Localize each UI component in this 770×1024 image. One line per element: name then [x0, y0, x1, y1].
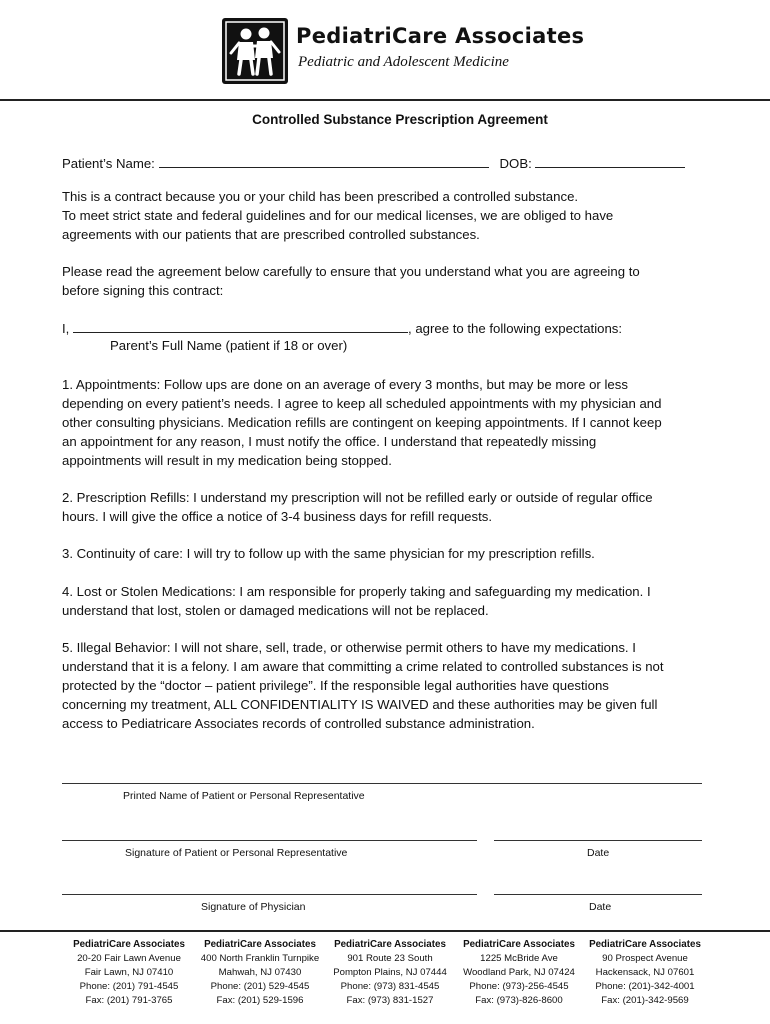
office-street: 901 Route 23 South [347, 953, 433, 964]
office-name: PediatriCare Associates [463, 939, 575, 950]
office-city: Pompton Plains, NJ 07444 [333, 967, 447, 978]
patient-name-label: Patient’s Name: [62, 156, 155, 171]
read-notice-line-1: Please read the agreement below carefully to ensure that you understand what you are agreeing to [62, 264, 640, 279]
printed-name-field[interactable] [62, 783, 702, 784]
item-refills-line-1: 2. Prescription Refills: I understand my prescription will not be refilled early or outside of regular office [62, 490, 653, 505]
patient-signature-field[interactable] [62, 840, 477, 841]
item-lost-stolen-line-1: 4. Lost or Stolen Medications: I am responsible for properly taking and safeguarding my medication. I [62, 584, 651, 599]
patient-signature-label: Signature of Patient or Personal Representative [125, 847, 348, 859]
item-refills-line-2: hours. I will give the office a notice of 3-4 business days for refill requests. [62, 509, 493, 524]
office-fax: Fax: (201) 529-1596 [216, 995, 304, 1006]
office-city: Woodland Park, NJ 07424 [463, 967, 575, 978]
header-divider [0, 99, 770, 101]
printed-name-label: Printed Name of Patient or Personal Representative [123, 790, 365, 802]
brand-name: PediatriCare Associates [296, 24, 585, 48]
office-hackensack [580, 938, 710, 1008]
item-illegal-line-5: access to Pediatricare Associates records of controlled substance administration. [62, 716, 535, 731]
physician-date-label: Date [589, 901, 612, 913]
office-city: Hackensack, NJ 07601 [595, 967, 695, 978]
office-phone: Phone: (201) 529-4545 [210, 981, 310, 992]
parent-full-name-field[interactable] [73, 320, 408, 333]
item-illegal-line-1: 5. Illegal Behavior: I will not share, sell, trade, or otherwise permit others to have my medications. I [62, 640, 636, 655]
physician-date-field[interactable] [494, 894, 702, 895]
item-appointments-line-5: appointments will result in my medication being stopped. [62, 453, 392, 468]
office-name: PediatriCare Associates [204, 939, 316, 950]
intro-line-1: This is a contract because you or your child has been prescribed a controlled substance. [62, 189, 579, 204]
item-appointments-line-3: other consulting physicians. Medication refills are contingent on keeping appointments. If I cannot keep [62, 415, 662, 430]
office-name: PediatriCare Associates [589, 939, 701, 950]
office-fax: Fax: (201) 791-3765 [85, 995, 173, 1006]
intro-line-3: agreements with our patients that are prescribed controlled substances. [62, 227, 480, 242]
office-fax: Fax: (201)-342-9569 [601, 995, 689, 1006]
children-logo-icon [222, 18, 288, 84]
read-notice-line-2: before signing this contract: [62, 283, 224, 298]
office-fax: Fax: (973)-826-8600 [475, 995, 563, 1006]
item-appointments-line-1: 1. Appointments: Follow ups are done on an average of every 3 months, but may be more or less [62, 377, 628, 392]
agree-suffix: , agree to the following expectations: [408, 321, 623, 336]
letterhead [222, 18, 585, 88]
brand-tagline: Pediatric and Adolescent Medicine [298, 54, 509, 70]
item-illegal-line-4: concerning my treatment, ALL CONFIDENTIALITY IS WAIVED and these authorities may be given full [62, 697, 658, 712]
agreement-name-line [62, 319, 622, 338]
office-phone: Phone: (201)-342-4001 [595, 981, 695, 992]
patient-date-label: Date [587, 847, 610, 859]
parent-name-caption: Parent’s Full Name (patient if 18 or over) [110, 338, 348, 353]
office-street: 400 North Franklin Turnpike [200, 953, 320, 964]
item-continuity-line-1: 3. Continuity of care: I will try to follow up with the same physician for my prescription refills. [62, 546, 595, 561]
document-title: Controlled Substance Prescription Agreement [252, 112, 548, 127]
office-phone: Phone: (973)-256-4545 [469, 981, 569, 992]
office-name: PediatriCare Associates [73, 939, 185, 950]
physician-signature-label: Signature of Physician [201, 901, 306, 913]
item-appointments-line-4: an appointment for any reason, I must notify the office. I understand that repeatedly missing [62, 434, 597, 449]
footer-divider [0, 930, 770, 932]
patient-name-field[interactable] [159, 155, 489, 168]
office-street: 1225 McBride Ave [480, 953, 558, 964]
office-mahwah [195, 938, 325, 1008]
office-name: PediatriCare Associates [334, 939, 446, 950]
office-phone: Phone: (973) 831-4545 [340, 981, 440, 992]
agree-prefix: I, [62, 321, 70, 336]
item-illegal-line-2: understand that it is a felony. I am aware that committing a crime related to controlled substances is not [62, 659, 664, 674]
patient-date-field[interactable] [494, 840, 702, 841]
office-city: Mahwah, NJ 07430 [218, 967, 302, 978]
office-city: Fair Lawn, NJ 07410 [84, 967, 174, 978]
office-fair-lawn [64, 938, 194, 1008]
patient-info-line [62, 154, 685, 173]
office-street: 20-20 Fair Lawn Avenue [77, 953, 181, 964]
item-appointments-line-2: depending on every patient’s needs. I agree to keep all scheduled appointments with my physician and [62, 396, 662, 411]
item-illegal-line-3: protected by the “doctor – patient privilege”. If the responsible legal authorities have questions [62, 678, 609, 693]
office-fax: Fax: (973) 831-1527 [346, 995, 434, 1006]
item-lost-stolen-line-2: understand that lost, stolen or damaged medications will not be replaced. [62, 603, 489, 618]
dob-label: DOB: [499, 156, 532, 171]
intro-line-2: To meet strict state and federal guidelines and for our medical licenses, we are obliged to have [62, 208, 614, 223]
dob-field[interactable] [535, 155, 685, 168]
office-woodland-park [454, 938, 584, 1008]
office-phone: Phone: (201) 791-4545 [79, 981, 179, 992]
office-street: 90 Prospect Avenue [602, 953, 688, 964]
physician-signature-field[interactable] [62, 894, 477, 895]
office-pompton-plains [325, 938, 455, 1008]
